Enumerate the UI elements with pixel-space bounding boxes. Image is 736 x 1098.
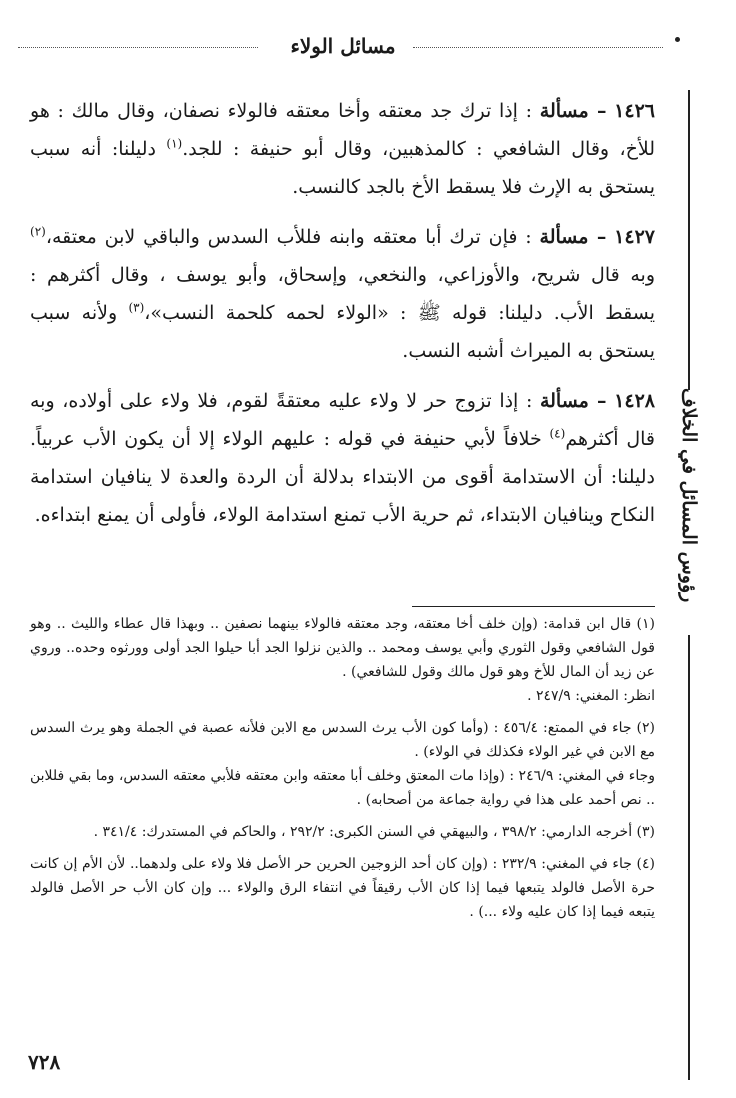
side-rule-top: [688, 90, 690, 390]
footnote-1: [30, 612, 655, 708]
issue-text-cont: دليلنا: أنه سبب يستحق به الإرث فلا يسقط الأخ بالجد كالنسب.: [30, 138, 655, 198]
footnote-4: [30, 852, 655, 924]
footnote-ref: (٣): [128, 300, 145, 315]
issue-text: : إذا ترك جد معتقه وأخا معتقه فالولاء نصفان، وقال مالك : هو للأخ، وقال الشافعي : كالمذهبين، وقال أبو حنيفة : للجد.: [30, 100, 655, 160]
footnote-line: (٢) جاء في الممتع: ٤٥٦/٤ : (وأما كون الأب يرث السدس مع الابن فلأنه عصبة في الجملة وهو يرث السدس مع الابن في غير الولاء فكذلك في الولاء) .: [30, 720, 655, 760]
issue-text: : فإن ترك أبا معتقه وابنه فللأب السدس والباقي لابن معتقه،: [45, 226, 532, 248]
issue-number: ١٤٢٧: [614, 226, 655, 248]
issue-label: – مسألة: [539, 100, 607, 122]
issue-label: – مسألة: [539, 390, 607, 412]
page-number: ٧٢٨: [28, 1050, 61, 1074]
footnote-line: انظر: المغني: ٢٤٧/٩ .: [527, 688, 655, 704]
issue-text-end: ولأنه سبب يستحق به الميراث أشبه النسب.: [30, 302, 655, 362]
issue-1426: [30, 92, 655, 206]
issue-label: – مسألة: [539, 226, 607, 248]
footnote-ref: (١): [166, 136, 183, 151]
footnote-line: (٤) جاء في المغني: ٢٣٢/٩ : (وإن كان أحد الزوجين الحرين حر الأصل فلا ولاء على ولدهما.. لأن الأم إن كانت حرة الأصل فالولد يتبعها فيما إذا كان الأب رقيقاً في انتفاء الرق والولاء ... وإن كان الأب حر الأصل فالولد يتبعه فيما إذا كان عليه ولاء ...) .: [30, 856, 655, 920]
footnote-2: [30, 716, 655, 812]
footnote-ref: (٤): [549, 426, 566, 441]
header-dot: [675, 37, 680, 42]
issue-1428: [30, 382, 655, 534]
footnote-line: (١) قال ابن قدامة: (وإن خلف أخا معتقه، وجد معتقه فالولاء بينهما نصفين .. وبهذا قال عطاء والليث .. وهو قول الشافعي وقول الثوري وأبي يوسف ومحمد .. والذين نزلوا الجد أبا حيلوا الجد أولى وورثوه وحده.. وروي عن زيد أن المال للأخ وهو قول مالك وقول للشافعي) .: [30, 616, 655, 680]
footnote-line: وجاء في المغني: ٢٤٦/٩ : (وإذا مات المعتق وخلف أبا معتقه وابن معتقه فلأبي معتقه السدس، وما بقي فللابن .. نص أحمد على هذا في رواية جماعة من أصحابه) .: [30, 768, 656, 808]
footnotes: [30, 612, 655, 932]
running-title: مسائل الولاء: [290, 34, 396, 58]
issue-text-cont: وبه قال شريح، والأوزاعي، والنخعي، وإسحاق، وأبو يوسف ، وقال أكثرهم : يسقط الأب. دليلنا: قوله ﷺ : «الولاء لحمه كلحمة النسب»،: [30, 264, 655, 324]
issue-text: : إذا تزوج حر لا ولاء عليه معتقةً لقوم، فلا ولاء على أولاده، وبه قال أكثرهم: [30, 390, 655, 450]
main-text: [30, 92, 655, 546]
header-rule-right: [413, 47, 663, 48]
footnote-separator: [412, 606, 655, 607]
issue-number: ١٤٢٨: [614, 390, 655, 412]
issue-number: ١٤٢٦: [614, 100, 655, 122]
side-rule-bottom: [688, 635, 690, 1080]
header-rule-left: [18, 47, 258, 48]
issue-1427: [30, 218, 655, 370]
side-title: رؤوس المسائل في الخلاف: [678, 387, 700, 603]
running-header: [18, 32, 663, 62]
issue-text-cont: خلافاً لأبي حنيفة في قوله : عليهم الولاء إلا أن يكون الأب عربياً. دليلنا: أن الاستدامة أقوى من الابتداء بدلالة أن الردة والعدة لا ينافيان استدامة النكاح وينافيان الابتداء، ثم حرية الأب تمنع استدامة الولاء، فأولى أن يمنع ابتداءه.: [30, 428, 655, 526]
footnote-3: [30, 820, 655, 844]
footnote-ref: (٢): [30, 224, 46, 239]
footnote-line: (٣) أخرجه الدارمي: ٣٩٨/٢ ، والبيهقي في السنن الكبرى: ٢٩٢/٢ ، والحاكم في المستدرك: ٣٤١/٤ .: [93, 824, 655, 840]
